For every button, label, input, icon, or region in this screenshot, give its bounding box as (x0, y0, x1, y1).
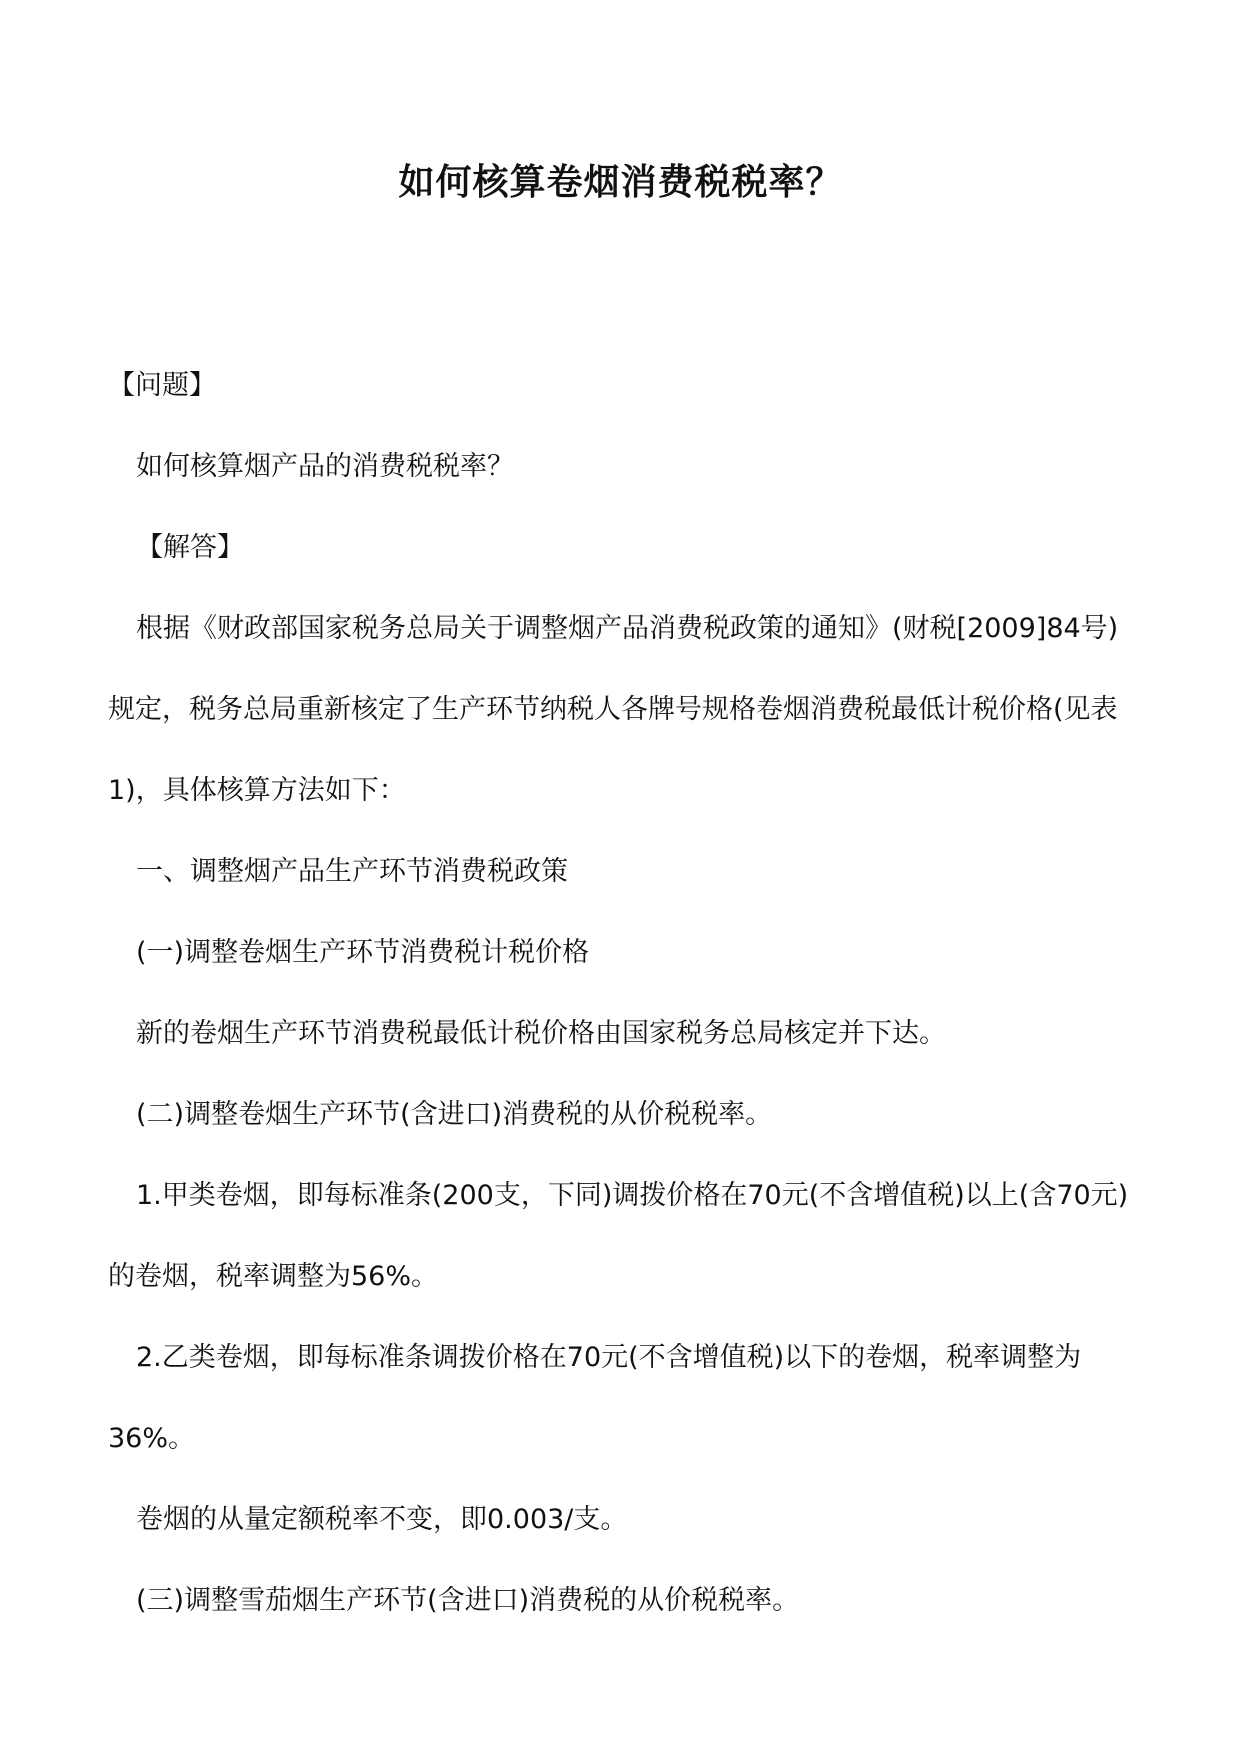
subsection-1-heading: (一)调整卷烟生产环节消费税计税价格 (136, 937, 590, 968)
section-heading-answer: 【解答】 (136, 532, 244, 563)
document-title: 如何核算卷烟消费税税率？ (398, 161, 843, 203)
subsection-3-heading: (三)调整雪茄烟生产环节(含进口)消费税的从价税税率。 (136, 1585, 800, 1616)
specific-rate-paragraph: 卷烟的从量定额税率不变，即0.003/支。 (136, 1504, 628, 1535)
subsection-1-text: 新的卷烟生产环节消费税最低计税价格由国家税务总局核定并下达。 (136, 1018, 946, 1049)
subsection-2-heading: (二)调整卷烟生产环节(含进口)消费税的从价税税率。 (136, 1099, 773, 1130)
answer-intro-paragraph: 根据《财政部国家税务总局关于调整烟产品消费税政策的通知》(财税[2009]84号)规定，税务总局重新核定了生产环节纳税人各牌号规格卷烟消费税最低计税价格(见表1)，具体核算方法如下： (108, 613, 1119, 806)
section-heading-question: 【问题】 (108, 370, 216, 401)
class-a-cigarette-paragraph: 1.甲类卷烟，即每标准条(200支，下同)调拨价格在70元(不含增值税)以上(含70元)的卷烟，税率调整为56%。 (108, 1180, 1129, 1292)
question-text: 如何核算烟产品的消费税税率？ (136, 451, 514, 482)
class-b-cigarette-paragraph: 2.乙类卷烟，即每标准条调拨价格在70元(不含增值税)以下的卷烟，税率调整为36%。 (108, 1342, 1082, 1454)
document-body (108, 345, 1138, 1641)
policy-heading: 一、调整烟产品生产环节消费税政策 (136, 856, 568, 887)
